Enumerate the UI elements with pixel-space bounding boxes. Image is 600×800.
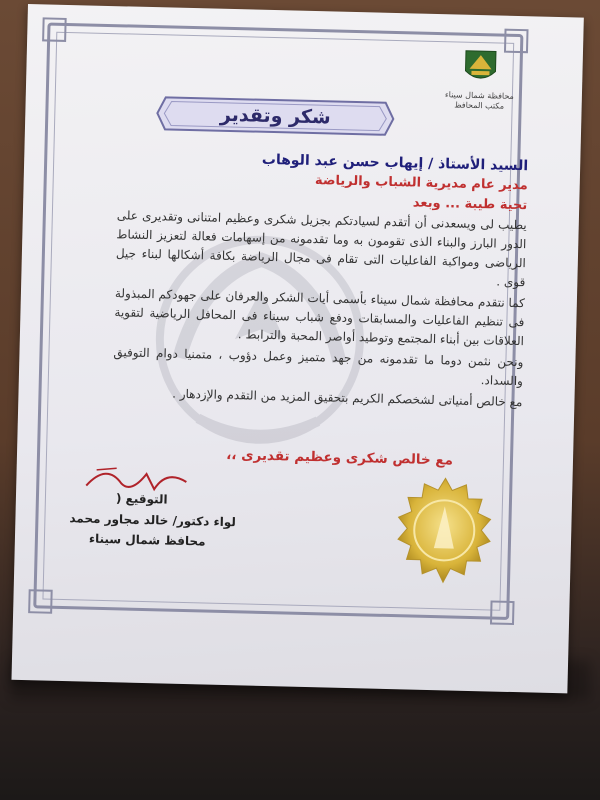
body-paragraph: ونحن نثمن دوما ما تقدمونه من جهد متميز وعمل دؤوب ، متمنيا دوام التوفيق والسداد. [113, 345, 524, 389]
recipient-position: مدير عام مديرية الشباب والرياضة [314, 173, 528, 194]
body-paragraph: مع خالص أمنياتى لشخصكم الكريم بتحقيق المزيد من التقدم والإزدهار . [171, 386, 523, 410]
gold-seal-icon [388, 475, 501, 588]
governorate-name: محافظة شمال سيناء [444, 90, 514, 101]
office-name: مكتب المحافظ [454, 100, 505, 111]
certificate-paper [11, 4, 583, 693]
body-paragraph: يطيب لى ويسعدنى أن أتقدم لسيادتكم بجزيل شكرى وعظيم امتنانى وتقديرى على الدور البارز والبناء الذى تقومون به وما تقدمونه من إسهامات فعالة لتعزيز النشاط الرياضى ومواكبة الفاعليات التى تقام فى مجال الرياضة بكافة أشكالها لبناء جيل قوى . [115, 208, 527, 290]
title-banner [155, 93, 396, 139]
signer-title: محافظ شمال سيناء [88, 531, 206, 549]
corner-ornament [490, 600, 515, 625]
greeting: تحية طيبة ... وبعد [412, 195, 528, 214]
corner-ornament [42, 17, 67, 42]
governorate-header [445, 48, 515, 112]
body-paragraph: كما نتقدم محافظة شمال سيناء بأسمى أيات الشكر والعرفان على جهودكم المبذولة فى تنظيم الفاعليات والمسابقات ودفع شباب سيناء فى المحافل الرياضية لتقوية العلاقات بين أبناء المجتمع وتوطيد أواصر المحبة والترابط . [114, 286, 526, 349]
certificate-body [112, 206, 527, 414]
signature-label: التوقيع ( [115, 491, 168, 507]
corner-ornament [28, 589, 53, 614]
closing-line: مع خالص شكرى وعظيم تقديرى ،، [226, 446, 454, 469]
certificate-title: شكر وتقدير [219, 103, 331, 129]
signer-rank-name: لواء دكتور/ خالد مجاور محمد [69, 511, 237, 530]
governorate-emblem-icon [463, 49, 498, 86]
recipient-name: السيد الأستاذ / إيهاب حسن عبد الوهاب [261, 151, 529, 175]
